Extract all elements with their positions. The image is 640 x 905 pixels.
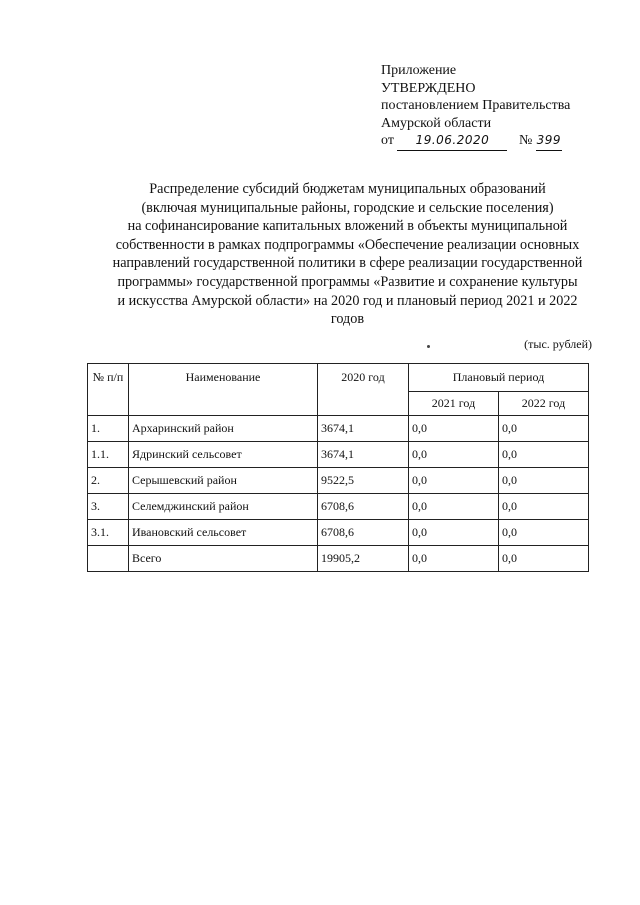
cell-2020: 3674,1 bbox=[318, 416, 409, 442]
table-row bbox=[88, 442, 589, 468]
table-row bbox=[88, 468, 589, 494]
title-line: направлений государственной политики в сфере реализации государственной bbox=[112, 255, 583, 272]
approved-by: постановлением Правительства bbox=[381, 98, 571, 113]
approval-block bbox=[381, 62, 570, 151]
title-line: Распределение субсидий бюджетам муниципальных образований bbox=[149, 181, 546, 197]
subsidy-table bbox=[87, 363, 589, 572]
cell-name: Селемджинский район bbox=[129, 494, 318, 520]
unit-label: (тыс. рублей) bbox=[524, 337, 592, 351]
cell-num: 2. bbox=[88, 468, 129, 494]
approval-date-line bbox=[381, 132, 570, 151]
cell-2020: 19905,2 bbox=[318, 546, 409, 572]
title-line: собственности в рамках подпрограммы «Обеспечение реализации основных bbox=[115, 236, 580, 253]
cell-2022: 0,0 bbox=[499, 546, 589, 572]
cell-name: Ивановский сельсовет bbox=[129, 520, 318, 546]
header-2022: 2022 год bbox=[499, 392, 589, 416]
cell-num bbox=[88, 546, 129, 572]
cell-2022: 0,0 bbox=[499, 494, 589, 520]
cell-2022: 0,0 bbox=[499, 416, 589, 442]
table-row bbox=[88, 520, 589, 546]
number-prefix: № bbox=[518, 133, 533, 148]
cell-2022: 0,0 bbox=[499, 520, 589, 546]
title-line: годов bbox=[330, 311, 365, 328]
handwritten-date: 19.06.2020 bbox=[397, 132, 507, 151]
cell-2021: 0,0 bbox=[409, 494, 499, 520]
title-line: на софинансирование капитальных вложений в объекты муниципальной bbox=[127, 218, 568, 235]
cell-2021: 0,0 bbox=[409, 416, 499, 442]
cell-2020: 6708,6 bbox=[318, 520, 409, 546]
date-prefix: от bbox=[381, 133, 394, 148]
title-line: и искусства Амурской области» на 2020 год и плановый период 2021 и 2022 bbox=[117, 292, 578, 309]
header-2021: 2021 год bbox=[409, 392, 499, 416]
cell-2022: 0,0 bbox=[499, 442, 589, 468]
cell-2020: 9522,5 bbox=[318, 468, 409, 494]
cell-num: 3. bbox=[88, 494, 129, 520]
document-title bbox=[80, 180, 615, 329]
cell-num: 3.1. bbox=[88, 520, 129, 546]
title-line: (включая муниципальные районы, городские и сельские поселения) bbox=[141, 199, 554, 216]
cell-2020: 6708,6 bbox=[318, 494, 409, 520]
header-num: № п/п bbox=[88, 364, 129, 416]
header-planned-period: Плановый период bbox=[409, 364, 589, 392]
handwritten-number: 399 bbox=[536, 132, 562, 151]
cell-2021: 0,0 bbox=[409, 442, 499, 468]
appendix-label: Приложение bbox=[381, 63, 457, 78]
cell-2022: 0,0 bbox=[499, 468, 589, 494]
header-name: Наименование bbox=[129, 364, 318, 416]
table-row-total bbox=[88, 546, 589, 572]
scan-speck bbox=[427, 345, 430, 348]
table-row bbox=[88, 416, 589, 442]
title-line: программы» государственной программы «Развитие и сохранение культуры bbox=[117, 273, 578, 290]
cell-2021: 0,0 bbox=[409, 468, 499, 494]
cell-num: 1. bbox=[88, 416, 129, 442]
cell-name: Всего bbox=[129, 546, 318, 572]
cell-name: Архаринский район bbox=[129, 416, 318, 442]
cell-2021: 0,0 bbox=[409, 546, 499, 572]
approved-region: Амурской области bbox=[381, 115, 492, 131]
cell-name: Ядринский сельсовет bbox=[129, 442, 318, 468]
approved-label: УТВЕРЖДЕНО bbox=[381, 80, 476, 96]
table-row bbox=[88, 494, 589, 520]
header-2020: 2020 год bbox=[318, 364, 409, 416]
cell-num: 1.1. bbox=[88, 442, 129, 468]
cell-2021: 0,0 bbox=[409, 520, 499, 546]
cell-2020: 3674,1 bbox=[318, 442, 409, 468]
cell-name: Серышевский район bbox=[129, 468, 318, 494]
